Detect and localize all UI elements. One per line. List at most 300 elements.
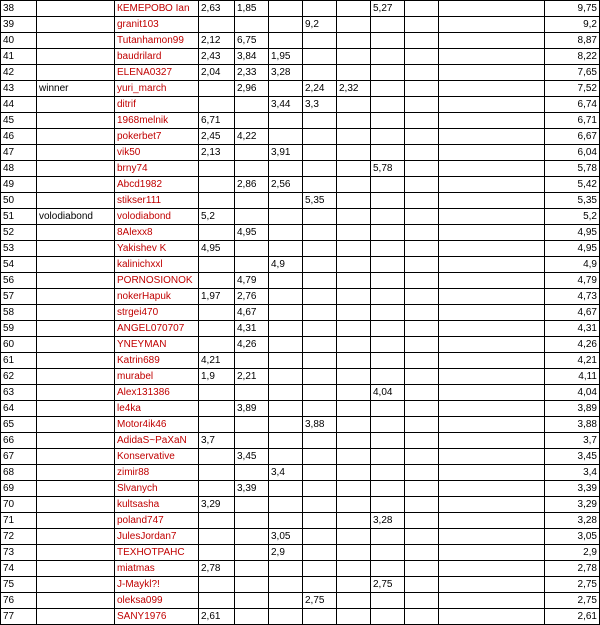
score-cell-4[interactable]	[303, 289, 337, 305]
score-cell-1[interactable]	[199, 177, 235, 193]
score-cell-3[interactable]	[269, 561, 303, 577]
rank-cell[interactable]: 49	[1, 177, 37, 193]
score-cell-8[interactable]	[439, 193, 545, 209]
total-cell[interactable]: 9,75	[545, 1, 600, 17]
score-cell-1[interactable]	[199, 465, 235, 481]
total-cell[interactable]: 3,88	[545, 417, 600, 433]
label-cell[interactable]	[37, 577, 115, 593]
rank-cell[interactable]: 40	[1, 33, 37, 49]
score-cell-4[interactable]: 5,35	[303, 193, 337, 209]
score-cell-1[interactable]	[199, 257, 235, 273]
rank-cell[interactable]: 54	[1, 257, 37, 273]
nickname-cell[interactable]: yuri_march	[115, 81, 199, 97]
rank-cell[interactable]: 66	[1, 433, 37, 449]
score-cell-6[interactable]	[371, 33, 405, 49]
total-cell[interactable]: 3,7	[545, 433, 600, 449]
label-cell[interactable]	[37, 177, 115, 193]
score-cell-6[interactable]	[371, 305, 405, 321]
score-cell-8[interactable]	[439, 81, 545, 97]
score-cell-1[interactable]	[199, 513, 235, 529]
nickname-cell[interactable]: strgei470	[115, 305, 199, 321]
total-cell[interactable]: 5,78	[545, 161, 600, 177]
total-cell[interactable]: 2,75	[545, 577, 600, 593]
score-cell-7[interactable]	[405, 449, 439, 465]
score-cell-4[interactable]	[303, 145, 337, 161]
score-cell-7[interactable]	[405, 593, 439, 609]
total-cell[interactable]: 4,95	[545, 225, 600, 241]
score-cell-7[interactable]	[405, 305, 439, 321]
nickname-cell[interactable]: Abcd1982	[115, 177, 199, 193]
score-cell-2[interactable]: 1,85	[235, 1, 269, 17]
score-cell-4[interactable]	[303, 497, 337, 513]
score-cell-4[interactable]	[303, 433, 337, 449]
score-cell-8[interactable]	[439, 145, 545, 161]
score-cell-1[interactable]: 2,63	[199, 1, 235, 17]
score-cell-2[interactable]: 6,75	[235, 33, 269, 49]
total-cell[interactable]: 3,29	[545, 497, 600, 513]
score-cell-3[interactable]	[269, 113, 303, 129]
score-cell-2[interactable]	[235, 545, 269, 561]
score-cell-6[interactable]	[371, 609, 405, 625]
score-cell-1[interactable]: 3,7	[199, 433, 235, 449]
score-cell-2[interactable]	[235, 417, 269, 433]
score-cell-2[interactable]: 2,96	[235, 81, 269, 97]
score-cell-8[interactable]	[439, 449, 545, 465]
score-cell-6[interactable]	[371, 465, 405, 481]
score-cell-1[interactable]	[199, 81, 235, 97]
score-cell-8[interactable]	[439, 241, 545, 257]
score-cell-3[interactable]	[269, 609, 303, 625]
score-cell-8[interactable]	[439, 465, 545, 481]
score-cell-4[interactable]	[303, 305, 337, 321]
score-cell-4[interactable]	[303, 1, 337, 17]
score-cell-8[interactable]	[439, 129, 545, 145]
nickname-cell[interactable]: nokerHapuk	[115, 289, 199, 305]
score-cell-5[interactable]	[337, 481, 371, 497]
nickname-cell[interactable]: brny74	[115, 161, 199, 177]
nickname-cell[interactable]: granit103	[115, 17, 199, 33]
score-cell-3[interactable]	[269, 81, 303, 97]
score-cell-6[interactable]	[371, 145, 405, 161]
rank-cell[interactable]: 73	[1, 545, 37, 561]
score-cell-7[interactable]	[405, 481, 439, 497]
label-cell[interactable]	[37, 113, 115, 129]
score-cell-6[interactable]	[371, 401, 405, 417]
label-cell[interactable]	[37, 369, 115, 385]
nickname-cell[interactable]: kultsasha	[115, 497, 199, 513]
score-cell-6[interactable]	[371, 129, 405, 145]
label-cell[interactable]	[37, 513, 115, 529]
score-cell-4[interactable]	[303, 337, 337, 353]
score-cell-1[interactable]: 2,43	[199, 49, 235, 65]
score-cell-7[interactable]	[405, 417, 439, 433]
score-cell-7[interactable]	[405, 1, 439, 17]
total-cell[interactable]: 9,2	[545, 17, 600, 33]
label-cell[interactable]	[37, 593, 115, 609]
rank-cell[interactable]: 44	[1, 97, 37, 113]
score-cell-5[interactable]	[337, 241, 371, 257]
total-cell[interactable]: 3,05	[545, 529, 600, 545]
nickname-cell[interactable]: Katrin689	[115, 353, 199, 369]
label-cell[interactable]	[37, 161, 115, 177]
label-cell[interactable]	[37, 273, 115, 289]
score-cell-6[interactable]: 5,78	[371, 161, 405, 177]
score-cell-2[interactable]	[235, 513, 269, 529]
score-cell-7[interactable]	[405, 257, 439, 273]
score-cell-7[interactable]	[405, 353, 439, 369]
score-cell-8[interactable]	[439, 97, 545, 113]
score-cell-1[interactable]	[199, 305, 235, 321]
score-cell-7[interactable]	[405, 401, 439, 417]
score-cell-4[interactable]: 9,2	[303, 17, 337, 33]
score-cell-5[interactable]	[337, 289, 371, 305]
score-cell-1[interactable]: 2,12	[199, 33, 235, 49]
score-cell-7[interactable]	[405, 129, 439, 145]
score-cell-6[interactable]: 5,27	[371, 1, 405, 17]
score-cell-2[interactable]: 4,22	[235, 129, 269, 145]
total-cell[interactable]: 4,67	[545, 305, 600, 321]
score-cell-4[interactable]	[303, 225, 337, 241]
nickname-cell[interactable]: J-Maykl?!	[115, 577, 199, 593]
score-cell-3[interactable]	[269, 241, 303, 257]
score-cell-5[interactable]	[337, 97, 371, 113]
score-cell-3[interactable]: 3,91	[269, 145, 303, 161]
score-cell-4[interactable]	[303, 113, 337, 129]
score-cell-7[interactable]	[405, 497, 439, 513]
score-cell-8[interactable]	[439, 321, 545, 337]
total-cell[interactable]: 4,31	[545, 321, 600, 337]
score-cell-2[interactable]	[235, 497, 269, 513]
score-cell-7[interactable]	[405, 97, 439, 113]
label-cell[interactable]	[37, 257, 115, 273]
score-cell-4[interactable]	[303, 449, 337, 465]
score-cell-5[interactable]	[337, 129, 371, 145]
nickname-cell[interactable]: Alex131386	[115, 385, 199, 401]
label-cell[interactable]	[37, 97, 115, 113]
score-cell-3[interactable]: 2,56	[269, 177, 303, 193]
score-cell-1[interactable]	[199, 225, 235, 241]
score-cell-5[interactable]	[337, 161, 371, 177]
score-cell-4[interactable]	[303, 33, 337, 49]
score-cell-6[interactable]	[371, 433, 405, 449]
score-cell-5[interactable]	[337, 321, 371, 337]
total-cell[interactable]: 5,35	[545, 193, 600, 209]
nickname-cell[interactable]: miatmas	[115, 561, 199, 577]
score-cell-3[interactable]	[269, 401, 303, 417]
nickname-cell[interactable]: PORNOSIONOK	[115, 273, 199, 289]
score-cell-7[interactable]	[405, 273, 439, 289]
score-cell-1[interactable]: 3,29	[199, 497, 235, 513]
score-cell-2[interactable]	[235, 97, 269, 113]
score-cell-5[interactable]	[337, 593, 371, 609]
score-cell-7[interactable]	[405, 177, 439, 193]
score-cell-1[interactable]	[199, 321, 235, 337]
label-cell[interactable]	[37, 417, 115, 433]
total-cell[interactable]: 6,04	[545, 145, 600, 161]
label-cell[interactable]	[37, 321, 115, 337]
label-cell[interactable]	[37, 609, 115, 625]
label-cell[interactable]	[37, 1, 115, 17]
score-cell-1[interactable]	[199, 417, 235, 433]
label-cell[interactable]	[37, 481, 115, 497]
score-cell-2[interactable]: 3,45	[235, 449, 269, 465]
score-cell-8[interactable]	[439, 417, 545, 433]
score-cell-2[interactable]: 4,31	[235, 321, 269, 337]
total-cell[interactable]: 6,67	[545, 129, 600, 145]
nickname-cell[interactable]: baudrilard	[115, 49, 199, 65]
score-cell-3[interactable]	[269, 1, 303, 17]
score-cell-8[interactable]	[439, 577, 545, 593]
score-cell-1[interactable]: 2,78	[199, 561, 235, 577]
score-cell-4[interactable]	[303, 161, 337, 177]
score-cell-3[interactable]	[269, 481, 303, 497]
nickname-cell[interactable]: kalinichxxl	[115, 257, 199, 273]
total-cell[interactable]: 6,74	[545, 97, 600, 113]
score-cell-8[interactable]	[439, 273, 545, 289]
score-cell-1[interactable]: 4,95	[199, 241, 235, 257]
score-cell-4[interactable]	[303, 369, 337, 385]
score-cell-2[interactable]: 4,95	[235, 225, 269, 241]
score-cell-5[interactable]	[337, 17, 371, 33]
rank-cell[interactable]: 76	[1, 593, 37, 609]
score-cell-6[interactable]	[371, 369, 405, 385]
score-cell-4[interactable]	[303, 241, 337, 257]
score-cell-1[interactable]	[199, 401, 235, 417]
score-cell-1[interactable]: 1,9	[199, 369, 235, 385]
nickname-cell[interactable]: stikser111	[115, 193, 199, 209]
score-cell-3[interactable]	[269, 193, 303, 209]
label-cell[interactable]	[37, 65, 115, 81]
score-cell-8[interactable]	[439, 113, 545, 129]
total-cell[interactable]: 6,71	[545, 113, 600, 129]
nickname-cell[interactable]: AdidaS~PaXaN	[115, 433, 199, 449]
score-cell-8[interactable]	[439, 369, 545, 385]
score-cell-6[interactable]	[371, 17, 405, 33]
score-cell-3[interactable]	[269, 289, 303, 305]
score-cell-7[interactable]	[405, 145, 439, 161]
score-cell-3[interactable]	[269, 321, 303, 337]
rank-cell[interactable]: 63	[1, 385, 37, 401]
score-cell-4[interactable]	[303, 49, 337, 65]
total-cell[interactable]: 8,22	[545, 49, 600, 65]
score-cell-6[interactable]	[371, 449, 405, 465]
total-cell[interactable]: 3,28	[545, 513, 600, 529]
label-cell[interactable]	[37, 33, 115, 49]
score-cell-1[interactable]: 6,71	[199, 113, 235, 129]
score-cell-3[interactable]	[269, 273, 303, 289]
score-cell-2[interactable]	[235, 17, 269, 33]
score-cell-6[interactable]	[371, 209, 405, 225]
score-cell-5[interactable]	[337, 513, 371, 529]
score-cell-3[interactable]	[269, 497, 303, 513]
score-cell-4[interactable]	[303, 209, 337, 225]
score-cell-1[interactable]	[199, 161, 235, 177]
score-cell-5[interactable]	[337, 417, 371, 433]
score-cell-1[interactable]	[199, 577, 235, 593]
nickname-cell[interactable]: pokerbet7	[115, 129, 199, 145]
score-cell-7[interactable]	[405, 385, 439, 401]
nickname-cell[interactable]: ditrif	[115, 97, 199, 113]
score-cell-6[interactable]: 3,28	[371, 513, 405, 529]
score-cell-5[interactable]: 2,32	[337, 81, 371, 97]
score-cell-4[interactable]	[303, 513, 337, 529]
score-cell-6[interactable]	[371, 97, 405, 113]
score-cell-2[interactable]	[235, 257, 269, 273]
score-cell-3[interactable]	[269, 129, 303, 145]
score-cell-1[interactable]	[199, 593, 235, 609]
total-cell[interactable]: 5,42	[545, 177, 600, 193]
rank-cell[interactable]: 45	[1, 113, 37, 129]
score-cell-3[interactable]: 3,05	[269, 529, 303, 545]
score-cell-8[interactable]	[439, 385, 545, 401]
label-cell[interactable]	[37, 449, 115, 465]
total-cell[interactable]: 3,4	[545, 465, 600, 481]
score-cell-7[interactable]	[405, 545, 439, 561]
score-cell-2[interactable]	[235, 113, 269, 129]
score-cell-2[interactable]: 4,67	[235, 305, 269, 321]
score-cell-6[interactable]	[371, 289, 405, 305]
total-cell[interactable]: 4,95	[545, 241, 600, 257]
score-cell-4[interactable]: 3,3	[303, 97, 337, 113]
score-cell-2[interactable]	[235, 577, 269, 593]
nickname-cell[interactable]: vik50	[115, 145, 199, 161]
score-cell-6[interactable]	[371, 321, 405, 337]
score-cell-5[interactable]	[337, 193, 371, 209]
score-cell-8[interactable]	[439, 209, 545, 225]
score-cell-7[interactable]	[405, 241, 439, 257]
score-cell-6[interactable]: 4,04	[371, 385, 405, 401]
label-cell[interactable]: volodiabond	[37, 209, 115, 225]
score-cell-4[interactable]: 3,88	[303, 417, 337, 433]
nickname-cell[interactable]: КЕМЕРОВО Ian	[115, 1, 199, 17]
nickname-cell[interactable]: Slvanych	[115, 481, 199, 497]
score-cell-7[interactable]	[405, 513, 439, 529]
rank-cell[interactable]: 47	[1, 145, 37, 161]
score-cell-1[interactable]: 5,2	[199, 209, 235, 225]
rank-cell[interactable]: 50	[1, 193, 37, 209]
score-cell-7[interactable]	[405, 465, 439, 481]
label-cell[interactable]	[37, 49, 115, 65]
score-cell-2[interactable]: 4,79	[235, 273, 269, 289]
total-cell[interactable]: 7,52	[545, 81, 600, 97]
score-cell-4[interactable]	[303, 385, 337, 401]
score-cell-4[interactable]: 2,75	[303, 593, 337, 609]
rank-cell[interactable]: 75	[1, 577, 37, 593]
score-cell-1[interactable]: 1,97	[199, 289, 235, 305]
nickname-cell[interactable]: ANGEL070707	[115, 321, 199, 337]
score-cell-5[interactable]	[337, 257, 371, 273]
rank-cell[interactable]: 61	[1, 353, 37, 369]
score-cell-2[interactable]: 2,21	[235, 369, 269, 385]
score-cell-7[interactable]	[405, 321, 439, 337]
total-cell[interactable]: 3,89	[545, 401, 600, 417]
score-cell-8[interactable]	[439, 561, 545, 577]
score-cell-2[interactable]: 2,86	[235, 177, 269, 193]
score-cell-5[interactable]	[337, 609, 371, 625]
score-cell-6[interactable]: 2,75	[371, 577, 405, 593]
score-cell-6[interactable]	[371, 497, 405, 513]
score-cell-3[interactable]	[269, 337, 303, 353]
label-cell[interactable]	[37, 17, 115, 33]
score-cell-2[interactable]	[235, 609, 269, 625]
score-cell-6[interactable]	[371, 65, 405, 81]
rank-cell[interactable]: 38	[1, 1, 37, 17]
score-cell-1[interactable]	[199, 337, 235, 353]
total-cell[interactable]: 7,65	[545, 65, 600, 81]
score-cell-5[interactable]	[337, 113, 371, 129]
score-cell-3[interactable]	[269, 17, 303, 33]
score-cell-5[interactable]	[337, 337, 371, 353]
score-cell-5[interactable]	[337, 497, 371, 513]
score-cell-5[interactable]	[337, 225, 371, 241]
score-cell-5[interactable]	[337, 49, 371, 65]
score-cell-3[interactable]	[269, 513, 303, 529]
score-cell-7[interactable]	[405, 337, 439, 353]
score-cell-1[interactable]: 2,45	[199, 129, 235, 145]
score-cell-3[interactable]: 2,9	[269, 545, 303, 561]
score-cell-5[interactable]	[337, 561, 371, 577]
score-cell-2[interactable]	[235, 353, 269, 369]
score-cell-2[interactable]	[235, 561, 269, 577]
score-cell-4[interactable]	[303, 465, 337, 481]
total-cell[interactable]: 4,26	[545, 337, 600, 353]
score-cell-5[interactable]	[337, 177, 371, 193]
label-cell[interactable]	[37, 385, 115, 401]
rank-cell[interactable]: 67	[1, 449, 37, 465]
nickname-cell[interactable]: murabel	[115, 369, 199, 385]
score-cell-1[interactable]	[199, 481, 235, 497]
score-cell-3[interactable]	[269, 577, 303, 593]
score-cell-6[interactable]	[371, 177, 405, 193]
score-cell-7[interactable]	[405, 609, 439, 625]
score-cell-3[interactable]: 1,95	[269, 49, 303, 65]
score-cell-6[interactable]	[371, 593, 405, 609]
label-cell[interactable]	[37, 465, 115, 481]
total-cell[interactable]: 4,73	[545, 289, 600, 305]
rank-cell[interactable]: 72	[1, 529, 37, 545]
score-cell-8[interactable]	[439, 401, 545, 417]
rank-cell[interactable]: 51	[1, 209, 37, 225]
score-cell-2[interactable]: 2,33	[235, 65, 269, 81]
score-cell-3[interactable]	[269, 225, 303, 241]
score-cell-5[interactable]	[337, 305, 371, 321]
score-cell-4[interactable]	[303, 273, 337, 289]
score-cell-2[interactable]: 4,26	[235, 337, 269, 353]
score-cell-6[interactable]	[371, 561, 405, 577]
score-cell-4[interactable]	[303, 353, 337, 369]
score-cell-6[interactable]	[371, 193, 405, 209]
score-cell-7[interactable]	[405, 577, 439, 593]
total-cell[interactable]: 2,78	[545, 561, 600, 577]
score-cell-7[interactable]	[405, 113, 439, 129]
label-cell[interactable]	[37, 193, 115, 209]
score-cell-7[interactable]	[405, 161, 439, 177]
score-cell-8[interactable]	[439, 513, 545, 529]
label-cell[interactable]	[37, 497, 115, 513]
score-cell-4[interactable]	[303, 257, 337, 273]
score-cell-5[interactable]	[337, 369, 371, 385]
rank-cell[interactable]: 48	[1, 161, 37, 177]
score-cell-6[interactable]	[371, 241, 405, 257]
rank-cell[interactable]: 52	[1, 225, 37, 241]
label-cell[interactable]	[37, 289, 115, 305]
score-cell-3[interactable]	[269, 305, 303, 321]
score-cell-8[interactable]	[439, 17, 545, 33]
score-cell-3[interactable]	[269, 209, 303, 225]
label-cell[interactable]	[37, 241, 115, 257]
score-cell-6[interactable]	[371, 81, 405, 97]
rank-cell[interactable]: 53	[1, 241, 37, 257]
